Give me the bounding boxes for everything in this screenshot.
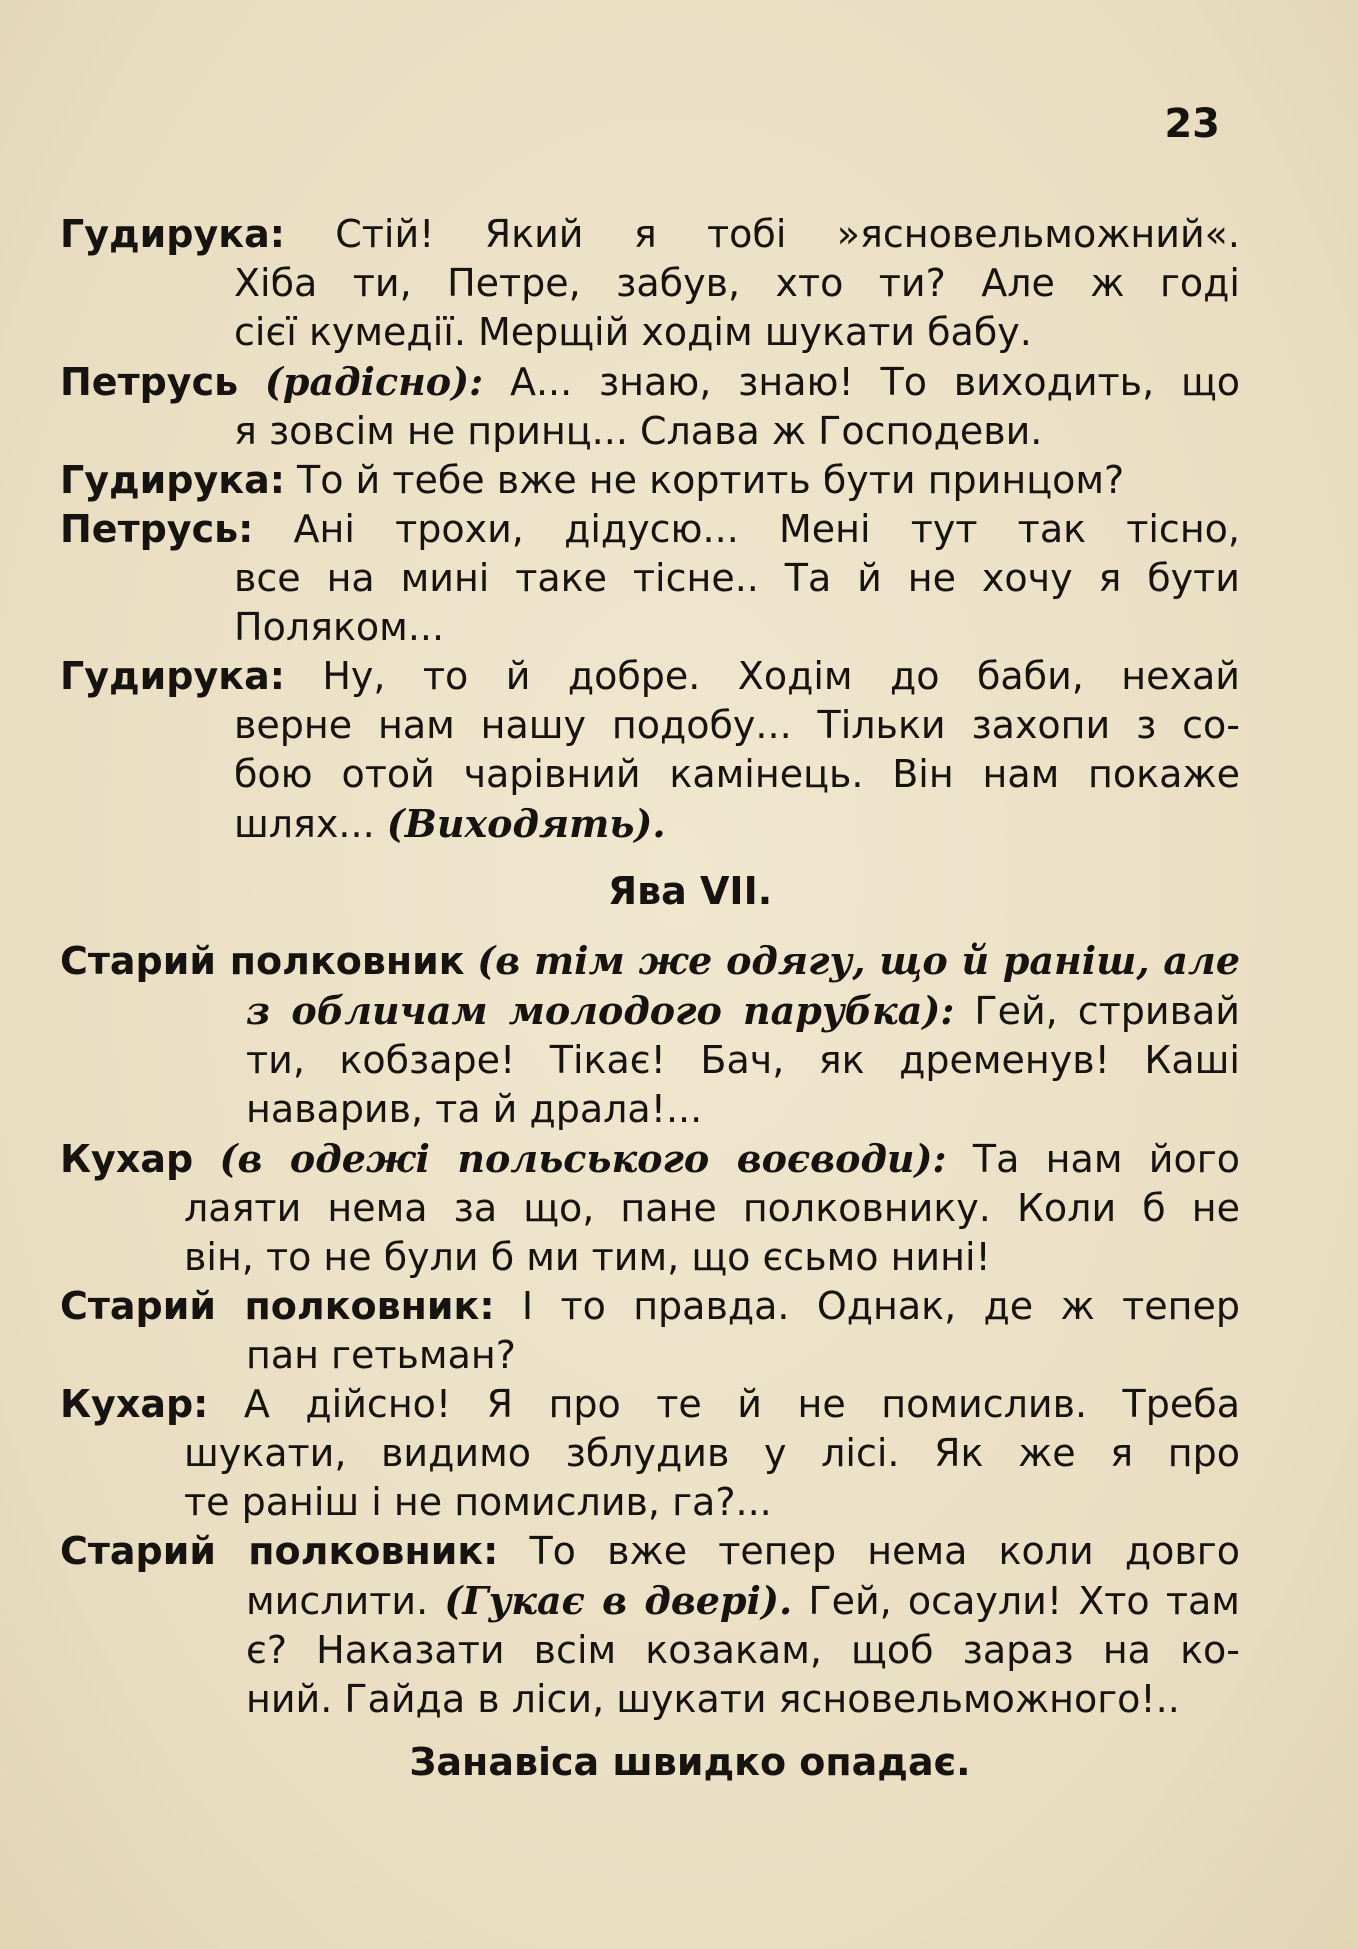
speech-petrus-1 [60,357,1240,456]
speech-gudyruka-2 [60,456,1240,505]
stage-direction: з обличам молодого парубка): [246,988,955,1033]
speaker-name: Гудирука: [60,654,285,698]
speech-line: Гей, стривай [974,989,1240,1033]
speech-line: Ані трохи, дідусю... Мені тут так тісно, [293,507,1240,551]
stage-direction: (Виходять). [386,801,666,846]
speaker-name: Кухар [60,1137,194,1181]
speech-line: ний. Гайда в ліси, шукати ясновельможного!.. [246,1677,1180,1721]
speaker-name: Кухар: [60,1382,209,1426]
curtain-line: Занавіса швидко опадає. [409,1740,971,1784]
speech-line: А дійсно! Я про те й не помислив. Треба [243,1382,1240,1426]
speech-line: все на мині таке тісне.. Та й не хочу я бути [234,556,1240,600]
speech-petrus-2 [60,505,1240,652]
speech-line: А... знаю, знаю! То виходить, що [509,360,1240,404]
speaker-name: Петрусь: [60,507,254,551]
speech-line: наварив, та й драла!... [246,1087,703,1131]
speech-line: я зовсім не принц... Слава ж Господеви. [234,409,1043,453]
speech-line: Поляком... [234,605,445,649]
speech-line: бою отой чарівний камінець. Він нам покаже [234,752,1240,796]
speech-line: мислити. [246,1579,429,1623]
speaker-name: Гудирука: [60,458,285,502]
speaker-name: Петрусь [60,360,239,404]
speaker-name: Старий полковник [60,939,465,983]
stage-direction: (радісно): [264,359,484,404]
page-text [60,210,1240,1787]
speech-line: ти, кобзаре! Тікає! Бач, як дременув! Каші [246,1038,1240,1082]
speech-line: лаяти нема за що, пане полковнику. Коли б не [184,1186,1240,1230]
speaker-name: Гудирука: [60,212,285,256]
speech-line: Хіба ти, Петре, забув, хто ти? Але ж годі [234,261,1240,305]
speech-line: Ну, то й добре. Ходім до баби, нехай [322,654,1240,698]
page-number: 23 [1164,101,1220,147]
speech-colonel-1 [60,936,1240,1134]
speaker-name: Старий полковник: [60,1529,499,1573]
speech-line: То й тебе вже не кортить бути принцом? [297,458,1125,502]
speech-gudyruka-3 [60,652,1240,849]
speech-cook-1 [60,1134,1240,1282]
speech-line: Та нам його [972,1137,1240,1181]
speaker-name: Старий полковник: [60,1284,495,1328]
speech-line: шукати, видимо зблудив у лісі. Як же я про [184,1431,1240,1475]
speech-colonel-3 [60,1527,1240,1724]
speech-line: Гей, осаули! Хто там [808,1579,1240,1623]
speech-cook-2 [60,1380,1240,1527]
speech-line: То вже тепер нема коли довго [529,1529,1240,1573]
speech-gudyruka-1 [60,210,1240,357]
speech-line: те раніш і не помислив, га?... [184,1480,772,1524]
stage-direction: (в тім же одягу, що й раніш, але [477,938,1241,983]
speech-line: він, то не були б ми тим, що єсьмо нині! [184,1235,991,1279]
speech-line: верне нам нашу подобу... Тільки захопи з со- [234,703,1240,747]
stage-direction: (в одежі польського воєводи): [219,1136,947,1181]
scene-title: Ява VII. [607,869,773,913]
speech-line: Стій! Який я тобі »ясновельможний«. [335,212,1240,256]
speech-line: І то правда. Однак, де ж тепер [521,1284,1240,1328]
stage-direction: (Гукає в двері). [444,1578,793,1623]
speech-line: є? Наказати всім козакам, щоб зараз на ко- [246,1628,1240,1672]
speech-colonel-2 [60,1282,1240,1380]
speech-line: пан гетьман? [246,1333,516,1377]
speech-line: шлях... [234,802,375,846]
speech-line: сієї кумедії. Мерщій ходім шукати бабу. [234,310,1032,354]
